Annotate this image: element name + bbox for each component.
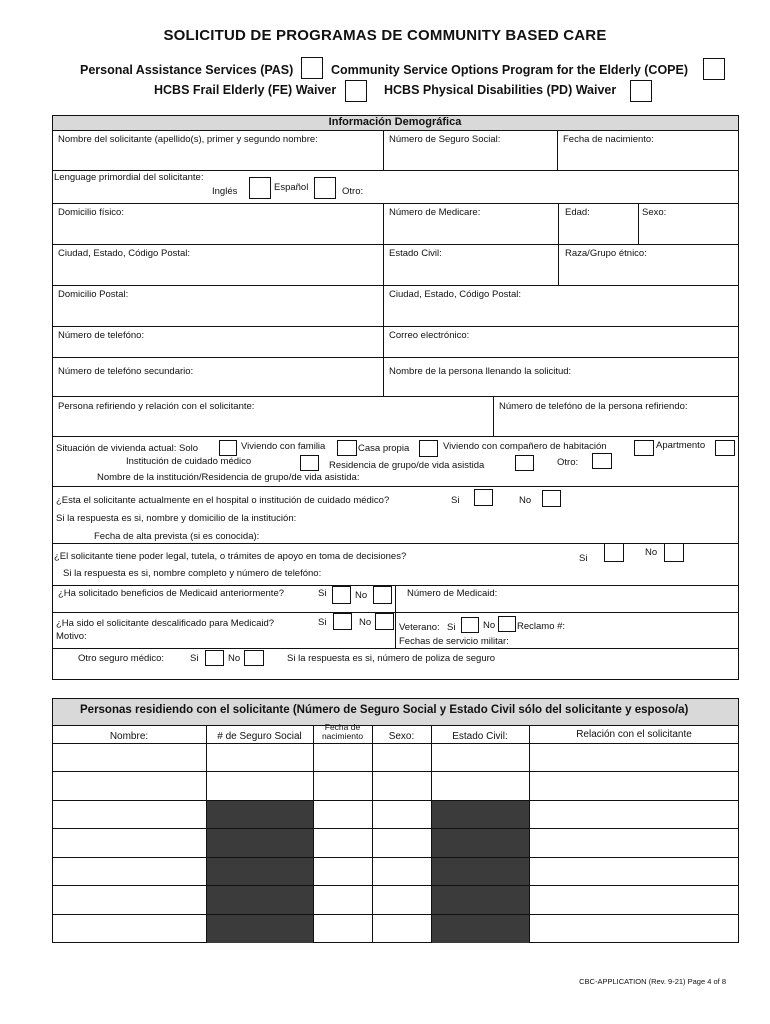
city-label: Ciudad, Estado, Código Postal: [58, 248, 191, 259]
medicaid-number-field[interactable] [520, 586, 738, 611]
referrer-phone-label: Número de telefóno de la persona refiriendo: [499, 401, 688, 412]
program-cope-checkbox[interactable] [703, 58, 725, 80]
housing-label: Situación de vivienda actual: Solo [56, 443, 199, 454]
poa-question: ¿El solicitante tiene poder legal, tutela, o trámites de apoyo en toma de decisiones? [54, 551, 407, 562]
demographic-header: Información Demográfica [328, 116, 462, 128]
medicare-label: Número de Medicare: [389, 207, 481, 218]
filer-label: Nombre de la persona llenando la solicitud: [389, 366, 572, 377]
program-fe-checkbox[interactable] [345, 80, 367, 102]
age-field[interactable] [559, 219, 637, 243]
col-sex: Sexo: [388, 731, 415, 742]
col-dob-line1: Fecha de [324, 722, 361, 732]
veteran-yes-checkbox[interactable] [461, 617, 479, 633]
poa-yes-checkbox[interactable] [604, 543, 624, 562]
marital-shaded-cells [431, 800, 529, 943]
medicaid-applied-no-label: No [355, 590, 368, 601]
ssn-field[interactable] [384, 145, 556, 169]
marital-field[interactable] [384, 260, 557, 284]
english-label: Inglés [212, 186, 238, 197]
medicare-field[interactable] [384, 219, 557, 243]
facility-name-label: Nombre de la institución/Residencia de grupo/de vida asistida: [97, 472, 360, 483]
disqualified-no-checkbox[interactable] [375, 613, 394, 630]
page-title: SOLICITUD DE PROGRAMAS DE COMMUNITY BASED CARE [163, 27, 607, 44]
col-ssn: # de Seguro Social [217, 731, 302, 742]
medicaid-applied-yes-label: Si [318, 588, 327, 599]
referrer-field[interactable] [53, 413, 492, 435]
other-insurance-no-label: No [228, 653, 241, 664]
housing-alone-checkbox[interactable] [219, 440, 237, 456]
mailing-label: Domicilio Postal: [58, 289, 129, 300]
veteran-no-checkbox[interactable] [498, 616, 516, 632]
race-label: Raza/Grupo étnico: [565, 248, 647, 259]
mailing-field[interactable] [53, 301, 382, 325]
program-pd-label: HCBS Physical Disabilities (PD) Waiver [384, 83, 617, 97]
sex-label: Sexo: [642, 207, 667, 218]
program-fe-label: HCBS Frail Elderly (FE) Waiver [154, 83, 337, 97]
disqualified-no-label: No [359, 617, 372, 628]
housing-roommate-checkbox[interactable] [634, 440, 654, 456]
address-field[interactable] [53, 219, 382, 243]
poa-no-checkbox[interactable] [664, 543, 684, 562]
housing-family-checkbox[interactable] [337, 440, 357, 456]
ssn-label: Número de Seguro Social: [389, 134, 501, 145]
disqualified-label: ¿Ha sido el solicitante descalificado para Medicaid? [56, 618, 275, 629]
hospital-no-checkbox[interactable] [542, 490, 561, 507]
filer-field[interactable] [384, 378, 738, 395]
discharge-label: Fecha de alta prevista (si es conocida): [94, 531, 260, 542]
housing-own-label: Casa propia [358, 443, 410, 454]
referrer-label: Persona refiriendo y relación con el solicitante: [58, 401, 255, 412]
housing-other-checkbox[interactable] [592, 453, 612, 469]
referrer-phone-field[interactable] [494, 413, 738, 435]
disqualified-yes-label: Si [318, 617, 327, 628]
housing-own-checkbox[interactable] [419, 440, 438, 457]
phone2-field[interactable] [53, 378, 382, 395]
email-label: Correo electrónico: [389, 330, 470, 341]
housing-other-label: Otro: [557, 457, 579, 468]
housing-apartment-checkbox[interactable] [715, 440, 735, 456]
city2-field[interactable] [384, 301, 738, 325]
email-field[interactable] [384, 341, 738, 356]
ssn-shaded-cells [206, 800, 313, 943]
poa-detail-label: Si la respuesta es si, nombre completo y número de telefóno: [63, 568, 322, 579]
household-header: Personas residiendo con el solicitante (Número de Seguro Social y Estado Civil sólo del solicitante y esposo/a) [80, 704, 689, 716]
medicaid-applied-yes-checkbox[interactable] [332, 586, 351, 604]
housing-group-checkbox[interactable] [515, 455, 534, 471]
other-insurance-label: Otro seguro médico: [78, 653, 165, 664]
other-insurance-yes-label: Si [190, 653, 199, 664]
sex-field[interactable] [639, 219, 738, 243]
col-marital: Estado Civil: [452, 731, 508, 742]
service-dates-label: Fechas de servicio militar: [399, 636, 509, 647]
medicaid-number-label: Número de Medicaid: [407, 588, 498, 599]
hospital-yes-label: Si [451, 495, 460, 506]
disqualified-yes-checkbox[interactable] [333, 613, 352, 630]
dob-label: Fecha de nacimiento: [563, 134, 654, 145]
hospital-no-label: No [519, 495, 532, 506]
col-relation: Relación con el solicitante [576, 729, 692, 740]
reason-label: Motivo: [56, 631, 87, 642]
veteran-no-label: No [483, 620, 496, 631]
age-label: Edad: [565, 207, 590, 218]
hospital-question: ¿Esta el solicitante actualmente en el hospital o institución de cuidado médico? [56, 495, 390, 506]
hospital-detail-label: Si la respuesta es si, nombre y domicilio de la institución: [56, 513, 297, 524]
housing-apartment-label: Apartmento [656, 440, 706, 451]
program-pd-checkbox[interactable] [630, 80, 652, 102]
spanish-label: Español [274, 182, 309, 193]
other-insurance-yes-checkbox[interactable] [205, 650, 224, 666]
english-checkbox[interactable] [249, 177, 271, 199]
program-pas-label: Personal Assistance Services (PAS) [80, 63, 294, 77]
housing-family-label: Viviendo con familia [241, 441, 326, 452]
phone-field[interactable] [53, 341, 382, 356]
phone-label: Número de telefóno: [58, 330, 145, 341]
spanish-checkbox[interactable] [314, 177, 336, 199]
poa-no-label: No [645, 547, 658, 558]
housing-group-label: Residencia de grupo/de vida asistida [329, 460, 485, 471]
city2-label: Ciudad, Estado, Código Postal: [389, 289, 522, 300]
claim-label: Reclamo #: [517, 621, 566, 632]
language-other-field[interactable] [372, 178, 732, 200]
col-dob-line2: nacimiento [321, 731, 364, 741]
applicant-name-label: Nombre del solicitante (apellido(s), primer y segundo nombre: [58, 134, 318, 145]
policy-label: Si la respuesta es si, número de poliza de seguro [287, 653, 496, 664]
race-field[interactable] [559, 260, 738, 284]
applicant-name-field[interactable] [53, 145, 382, 169]
poa-yes-label: Si [579, 553, 588, 564]
program-pas-checkbox[interactable] [301, 57, 323, 79]
housing-facility-checkbox[interactable] [300, 455, 319, 471]
page-footer: CBC-APPLICATION (Rev. 9-21) Page 4 of 8 [579, 977, 726, 986]
address-label: Domicilio físico: [58, 207, 124, 218]
city-field[interactable] [53, 260, 382, 284]
hospital-yes-checkbox[interactable] [474, 489, 493, 506]
marital-label: Estado Civil: [389, 248, 442, 259]
language-label: Lenguage primordial del solicitante: [54, 172, 204, 183]
col-name: Nombre: [109, 731, 149, 742]
phone2-label: Número de telefóno secundario: [58, 366, 194, 377]
dob-field[interactable] [558, 145, 738, 169]
medicaid-applied-label: ¿Ha solicitado beneficios de Medicaid anteriormente? [58, 588, 285, 599]
medicaid-applied-no-checkbox[interactable] [373, 586, 392, 604]
program-cope-label: Community Service Options Program for the Elderly (COPE) [331, 63, 689, 77]
language-other-label: Otro: [342, 186, 364, 197]
other-insurance-no-checkbox[interactable] [244, 650, 264, 666]
veteran-yes-label: Si [447, 622, 456, 633]
veteran-label: Veterano: [399, 622, 440, 633]
housing-roommate-label: Viviendo con compañero de habitación [443, 441, 607, 452]
housing-facility-label: Institución de cuidado médico [126, 456, 252, 467]
